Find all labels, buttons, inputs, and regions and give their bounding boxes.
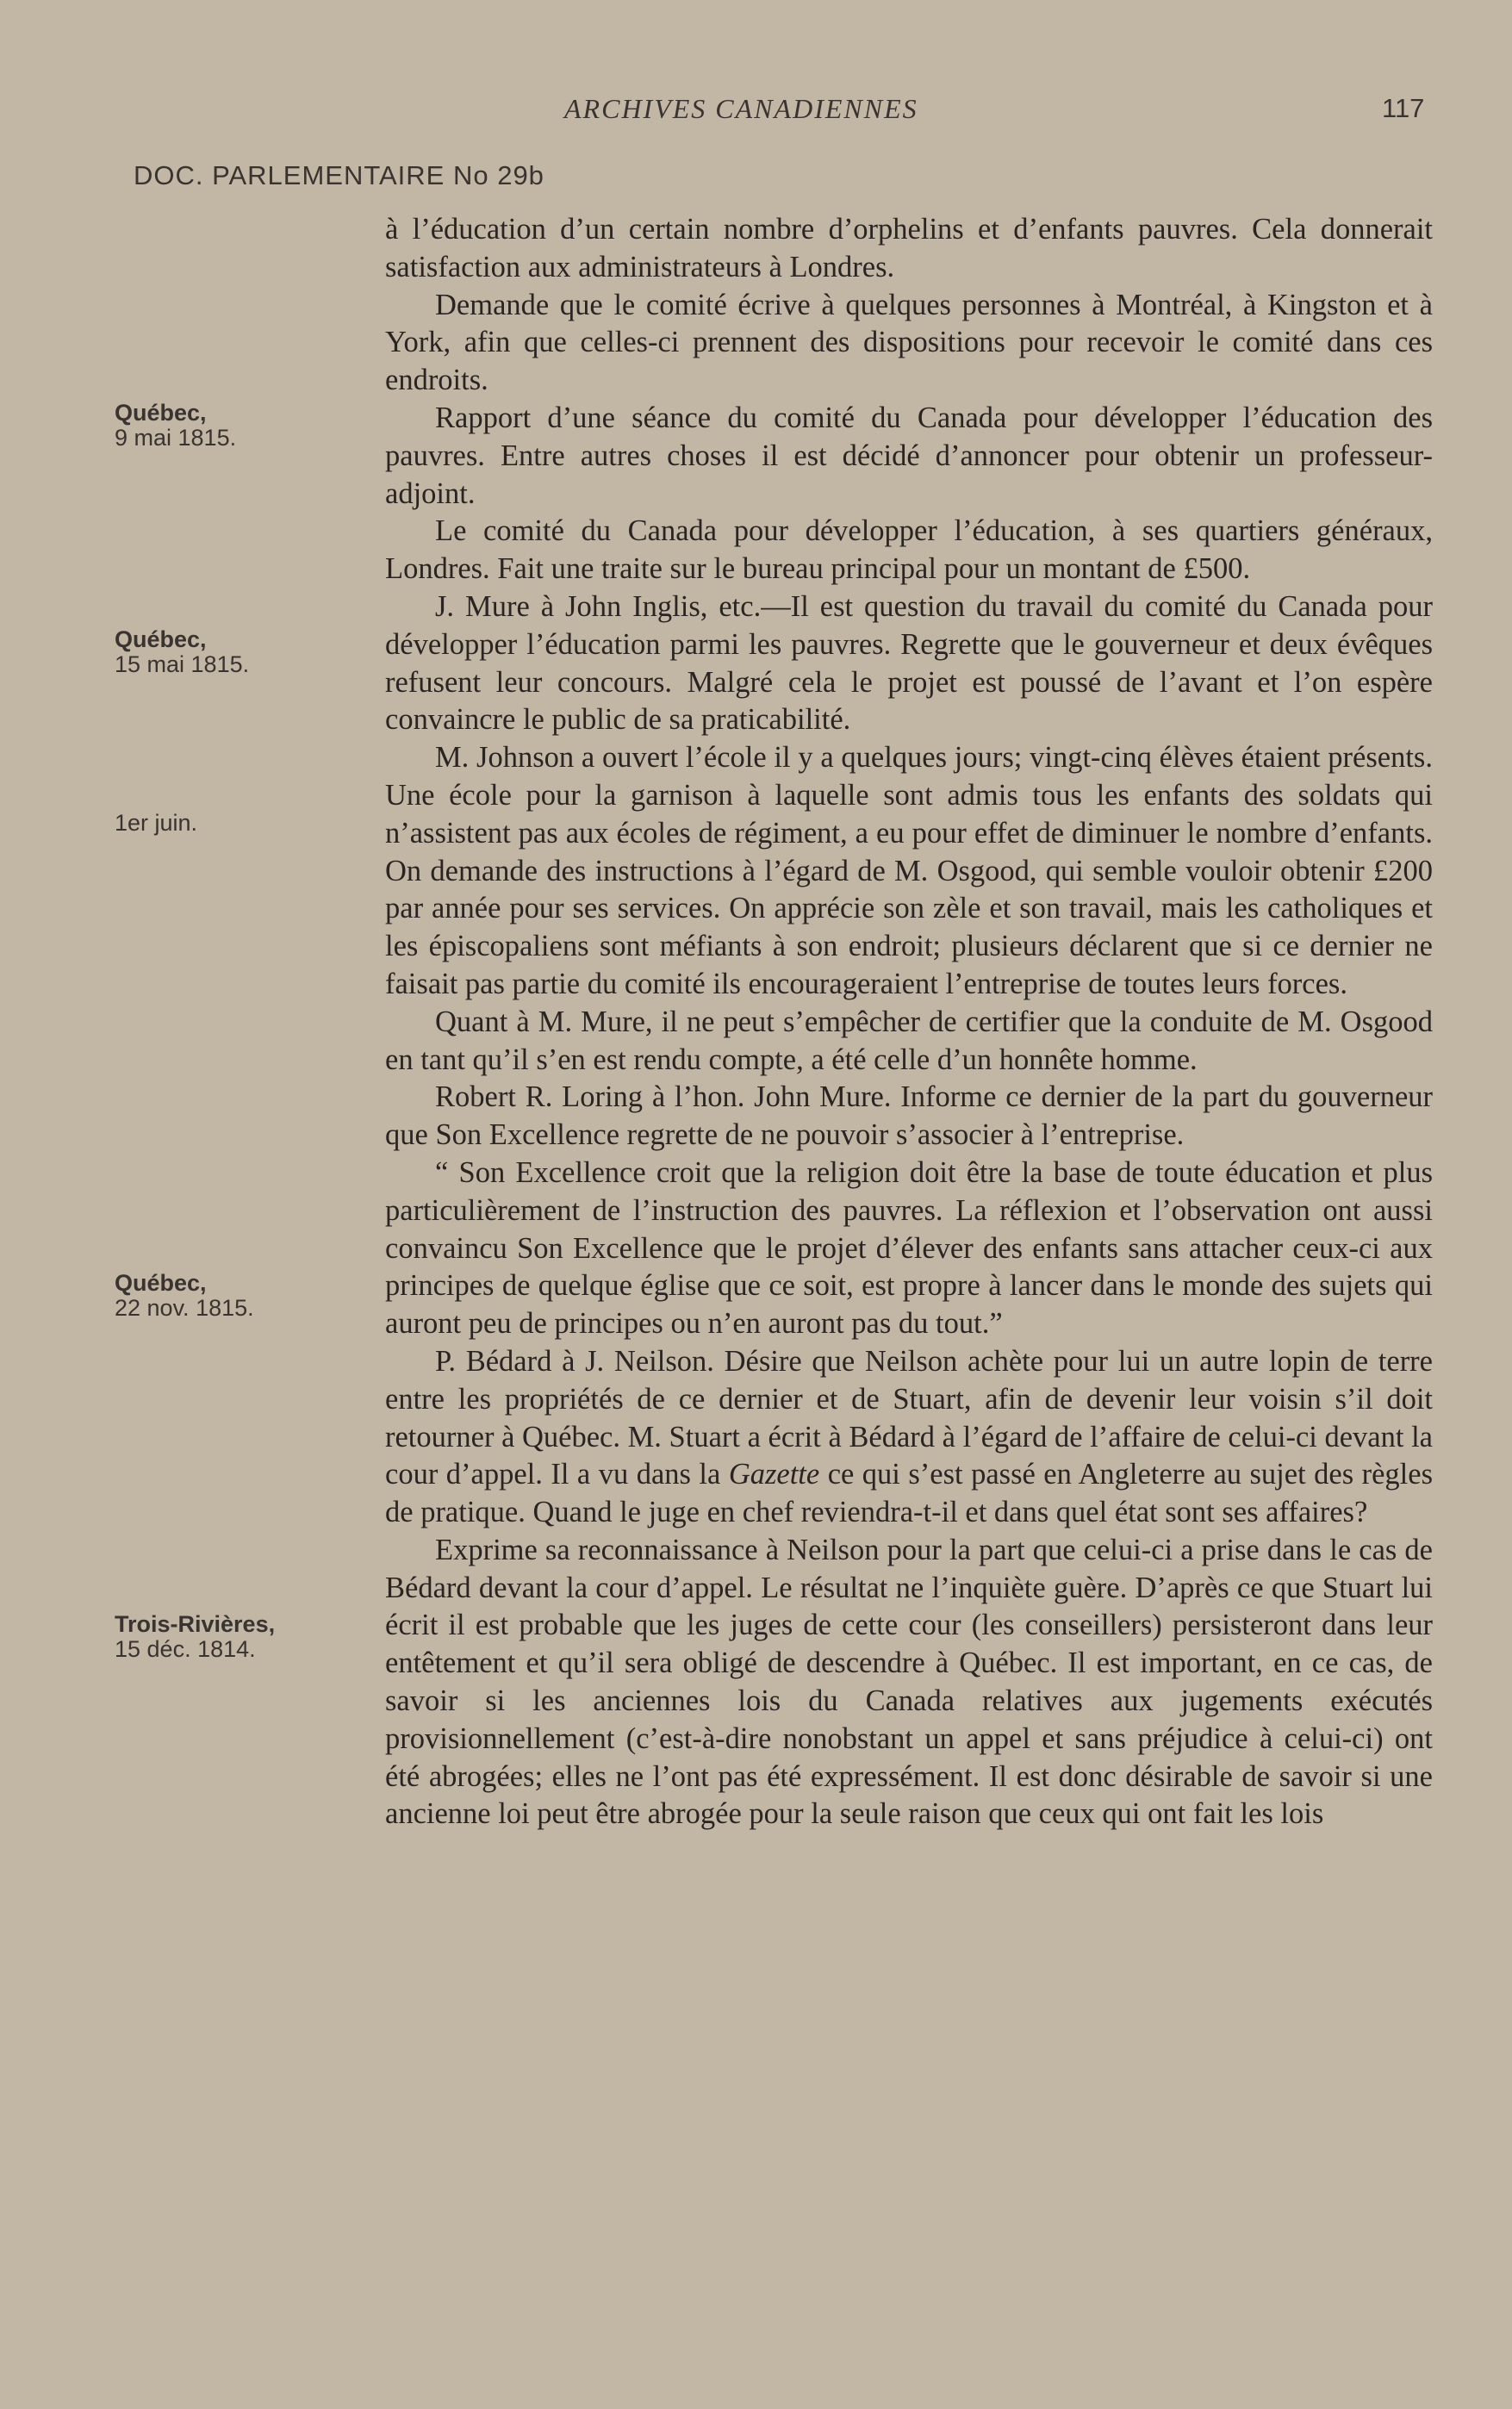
margin-note-date: 22 nov. 1815. [115, 1295, 254, 1321]
margin-note-1er-juin [115, 811, 364, 836]
margin-note-date: 1er juin. [115, 810, 198, 836]
margin-note-quebec-9-mai [115, 401, 364, 451]
paragraph-mure-inglis: J. Mure à John Inglis, etc.—Il est question du travail du comité du Canada pour développer l’éducation parmi les pauvres. Regrette que le gouverneur et deux évêques refusent leur concours. Malgré cela le projet est poussé de l’avant et l’on espère convaincre le public de sa praticabilité. [385, 589, 1433, 737]
paragraph-continuation: à l’éducation d’un certain nombre d’orphelins et d’enfants pauvres. Cela donnerait satisfaction aux administrateurs à Londres. [385, 213, 1433, 283]
bedard-text-start: P. Bédard à J. Neilson. Désire que Neilson achète pour lui un autre lopin de terre entre les propriétés de ce dernier et de Stuart, afin de devenir leur voisin s’il doit retourner à Québec. M. Stuart a écrit à Bédard à l’égard de l’affaire de celui-ci devant la cour d’appel. Il a vu dans la [385, 1344, 1433, 1491]
page-number: 117 [1382, 93, 1425, 123]
margin-note-date: 15 déc. 1814. [115, 1636, 256, 1662]
bedard-text-end: ce qui s’est passé en Angleterre au sujet des règles de pratique. Quand le juge en chef reviendra-t-il et dans quel état sont ses affaires? [385, 1458, 1433, 1529]
paragraph-loring: Robert R. Loring à l’hon. John Mure. Informe ce dernier de la part du gouverneur que Son Excellence regrette de ne pouvoir s’associer à l’entreprise. [385, 1080, 1433, 1152]
margin-note-trois-rivieres [115, 1612, 364, 1662]
margin-note-quebec-15-mai [115, 627, 364, 677]
margin-note-place: Québec, [115, 400, 207, 426]
document-reference: DOC. PARLEMENTAIRE No 29b [134, 160, 544, 190]
paragraph-bedard [385, 1343, 1433, 1532]
paragraph-comite-londres: Le comité du Canada pour développer l’éducation, à ses quartiers généraux, Londres. Fait une traite sur le bureau principal pour un montant de £500. [385, 514, 1433, 586]
body-text [385, 211, 1433, 1833]
paragraph-quant-mure: Quant à M. Mure, il ne peut s’empêcher de certifier que la conduite de M. Osgood en tant qu’il s’en est rendu compte, a été celle d’un honnête homme. [385, 1005, 1433, 1076]
paragraph-quotation: “ Son Excellence croit que la religion doit être la base de toute éducation et plus particulièrement de l’instruction des pauvres. La réflexion et l’observation ont aussi convaincu Son Excellence que le projet d’élever des enfants sans attacher ceux-ci aux principes de quelque église que ce soit, est propre à lancer dans le monde des sujets qui auront peu de principes ou n’en auront pas du tout.” [385, 1155, 1433, 1341]
margin-note-date: 9 mai 1815. [115, 425, 237, 451]
margin-note-date: 15 mai 1815. [115, 651, 250, 677]
margin-note-place: Trois-Rivières, [115, 1611, 276, 1637]
paragraph-rapport: Rapport d’une séance du comité du Canada pour développer l’éducation des pauvres. Entre autres choses il est décidé d’annoncer pour obtenir un professeur-adjoint. [385, 401, 1433, 510]
gazette-title: Gazette [728, 1458, 820, 1491]
paragraph-johnson: M. Johnson a ouvert l’école il y a quelques jours; vingt-cinq élèves étaient présents. Une école pour la garnison à laquelle sont admis tous les enfants des soldats qui n’assistent pas aux écoles de régiment, a eu pour effet de diminuer le nombre d’enfants. On demande des instructions à l’égard de M. Osgood, qui semble vouloir obtenir £200 par année pour ses services. On apprécie son zèle et son travail, mais les catholiques et les épiscopaliens sont méfiants à son endroit; plusieurs déclarent que si ce dernier ne faisait pas partie du comité ils encourageraient l’entreprise de toutes leurs forces. [385, 741, 1433, 1000]
paragraph-demande: Demande que le comité écrive à quelques personnes à Montréal, à Kingston et à York, afin que celles-ci prennent des dispositions pour recevoir le comité dans ces endroits. [385, 288, 1433, 397]
margin-note-quebec-22-nov [115, 1271, 364, 1321]
margin-note-place: Québec, [115, 626, 207, 652]
margin-note-place: Québec, [115, 1270, 207, 1296]
running-title: ARCHIVES CANADIENNES [564, 93, 918, 124]
paragraph-exprime: Exprime sa reconnaissance à Neilson pour la part que celui-ci a prise dans le cas de Bédard devant la cour d’appel. Le résultat ne l’inquiète guère. D’après ce que Stuart lui écrit il est probable que les juges de cette cour (les conseillers) persisteront dans leur entêtement et qu’il sera obligé de descendre à Québec. Il est important, en ce cas, de savoir si les anciennes lois du Canada relatives aux jugements exécutés provisionnellement (c’est-à-dire nonobstant un appel et sans préjudice à celui-ci) ont été abrogées; elles ne l’ont pas été expressément. Il est donc désirable de savoir si une ancienne loi peut être abrogée pour la seule raison que ceux qui ont fait les lois [385, 1533, 1433, 1831]
